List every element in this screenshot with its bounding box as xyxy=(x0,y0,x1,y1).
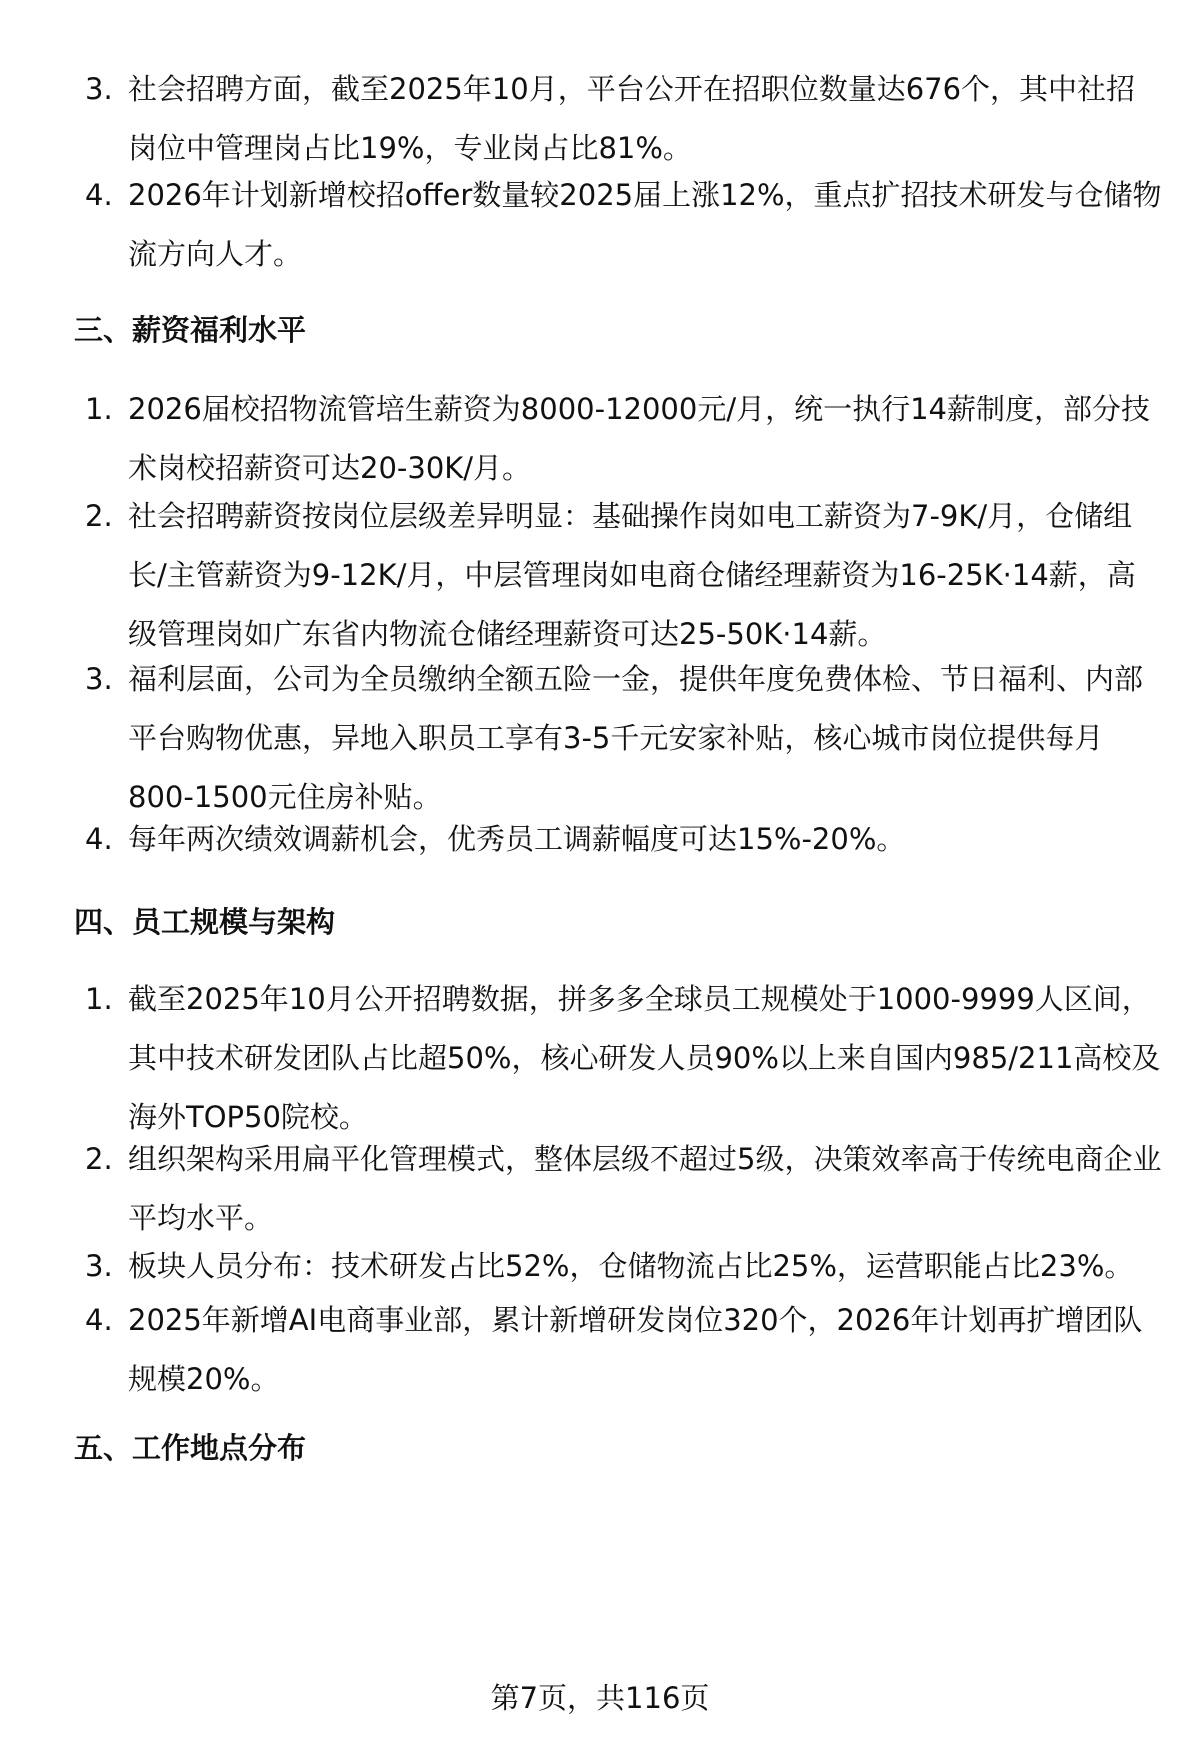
list-item-text: 社会招聘薪资按岗位层级差异明显：基础操作岗如电工薪资为7-9K/月，仓储组长/主管薪资为9-12K/月，中层管理岗如电商仓储经理薪资为16-25K·14薪，高级管理岗如广东省内物流仓储经理薪资可达25-50K·14薪。 xyxy=(128,499,1136,651)
section-heading-salary: 三、薪资福利水平 xyxy=(74,313,307,347)
list-item-recruit-4 xyxy=(85,166,1163,284)
list-number: 2. xyxy=(85,499,113,533)
list-item-staff-3 xyxy=(85,1237,1163,1296)
list-number: 1. xyxy=(85,392,113,426)
list-number: 2. xyxy=(85,1142,113,1176)
list-item-text: 社会招聘方面，截至2025年10月，平台公开在招职位数量达676个，其中社招岗位中管理岗占比19%，专业岗占比81%。 xyxy=(128,72,1136,165)
list-item-salary-1 xyxy=(85,380,1163,498)
list-item-salary-2 xyxy=(85,487,1163,664)
list-item-staff-2 xyxy=(85,1130,1163,1248)
list-item-text: 2026年计划新增校招offer数量较2025届上涨12%，重点扩招技术研发与仓储物流方向人才。 xyxy=(128,178,1162,271)
list-item-salary-4 xyxy=(85,810,1163,869)
section-heading-staff: 四、员工规模与架构 xyxy=(74,905,336,939)
list-item-salary-3 xyxy=(85,650,1163,827)
list-number: 3. xyxy=(85,1249,113,1283)
list-item-text: 组织架构采用扁平化管理模式，整体层级不超过5级，决策效率高于传统电商企业平均水平。 xyxy=(128,1142,1162,1235)
list-item-staff-1 xyxy=(85,970,1163,1147)
list-item-text: 2026届校招物流管培生薪资为8000-12000元/月，统一执行14薪制度，部分技术岗校招薪资可达20-30K/月。 xyxy=(128,392,1150,485)
list-number: 3. xyxy=(85,72,113,106)
list-number: 4. xyxy=(85,1303,113,1337)
list-item-recruit-3 xyxy=(85,60,1163,178)
list-item-text: 每年两次绩效调薪机会，优秀员工调薪幅度可达15%-20%。 xyxy=(128,822,906,856)
list-number: 4. xyxy=(85,178,113,212)
list-number: 1. xyxy=(85,982,113,1016)
list-number: 3. xyxy=(85,662,113,696)
page-number: 第7页，共116页 xyxy=(490,1681,710,1715)
list-item-text: 板块人员分布：技术研发占比52%，仓储物流占比25%，运营职能占比23%。 xyxy=(128,1249,1134,1283)
section-heading-location: 五、工作地点分布 xyxy=(74,1431,307,1465)
list-item-text: 截至2025年10月公开招聘数据，拼多多全球员工规模处于1000-9999人区间，其中技术研发团队占比超50%，核心研发人员90%以上来自国内985/211高校及海外TOP50院校。 xyxy=(128,982,1161,1134)
list-number: 4. xyxy=(85,822,113,856)
list-item-text: 2025年新增AI电商事业部，累计新增研发岗位320个，2026年计划再扩增团队规模20%。 xyxy=(128,1303,1143,1396)
list-item-staff-4 xyxy=(85,1291,1163,1409)
list-item-text: 福利层面，公司为全员缴纳全额五险一金，提供年度免费体检、节日福利、内部平台购物优惠，异地入职员工享有3-5千元安家补贴，核心城市岗位提供每月800-1500元住房补贴。 xyxy=(128,662,1144,814)
